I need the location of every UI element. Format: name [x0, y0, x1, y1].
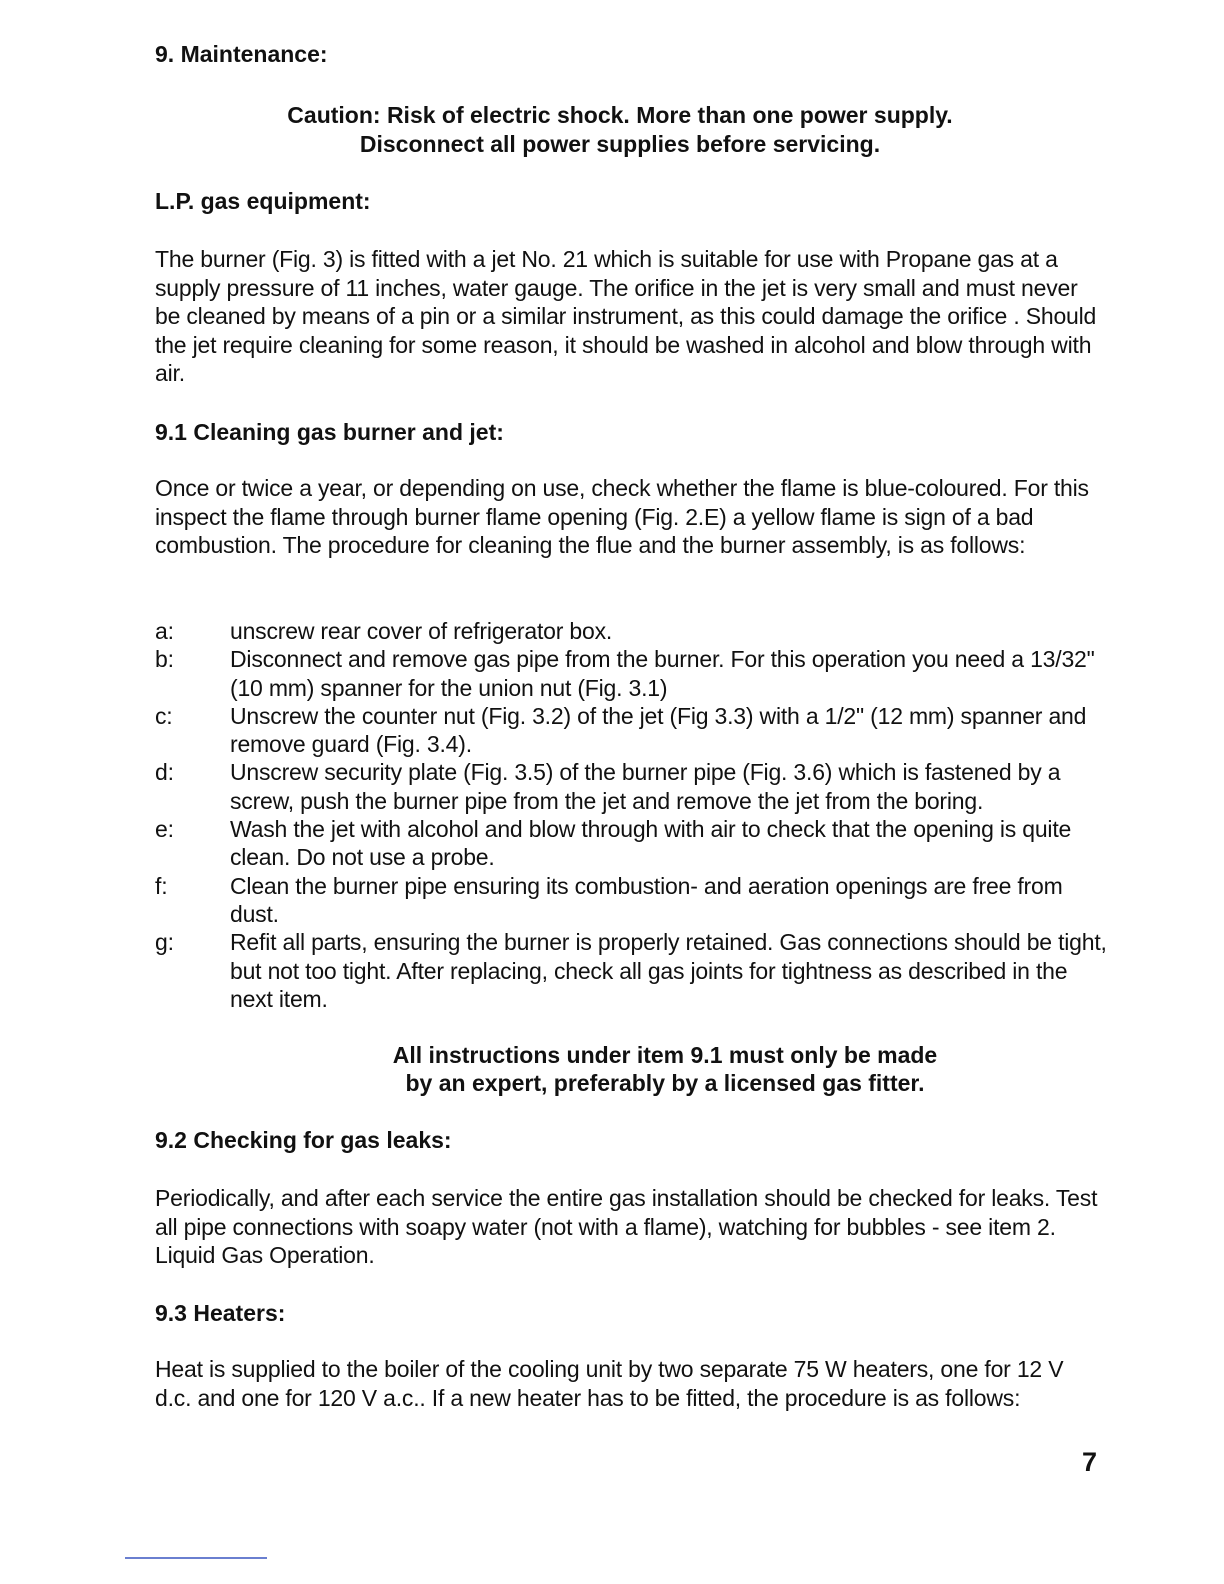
- list-item: [155, 928, 1115, 1013]
- step-label: c:: [155, 702, 173, 729]
- caution-warning: [140, 101, 1100, 159]
- step-label: b:: [155, 646, 174, 673]
- step-text: Clean the burner pipe ensuring its combustion- and aeration openings are free from dust.: [230, 872, 1063, 927]
- list-item: [155, 758, 1115, 815]
- section-9-3-heading: 9.3 Heaters:: [155, 1300, 286, 1326]
- section-9-2-paragraph: Periodically, and after each service the entire gas installation should be checked for leaks. Test all pipe connections with soapy water (not with a flame), watching for bubbles - see item 2. Liquid Gas Operation.: [155, 1185, 1098, 1269]
- step-label: a:: [155, 618, 174, 644]
- expert-note: [285, 1041, 1045, 1097]
- step-label: g:: [155, 929, 174, 956]
- section-title: 9. Maintenance:: [155, 41, 328, 67]
- lp-gas-paragraph: The burner (Fig. 3) is fitted with a jet No. 21 which is suitable for use with Propane gas at a supply pressure of 11 inches, water gauge. The orifice in the jet is very small and must never be cleaned by means of a pin or a similar instrument, as this could damage the orifice . Should the jet require cleaning for some reason, it should be washed in alcohol and blow through with air.: [155, 246, 1097, 387]
- section-9-1-heading: 9.1 Cleaning gas burner and jet:: [155, 419, 504, 445]
- page-number: 7: [1082, 1447, 1098, 1477]
- section-9-2-heading: 9.2 Checking for gas leaks:: [155, 1127, 452, 1153]
- step-label: d:: [155, 759, 174, 786]
- section-9-3-paragraph: Heat is supplied to the boiler of the cooling unit by two separate 75 W heaters, one for 12 V d.c. and one for 120 V a.c.. If a new heater has to be fitted, the procedure is as follows:: [155, 1356, 1064, 1411]
- list-item: [155, 815, 1115, 872]
- caution-line-2: Disconnect all power supplies before servicing.: [359, 131, 881, 157]
- caution-line-1: Caution: Risk of electric shock. More than one power supply.: [287, 102, 953, 128]
- list-item: [155, 645, 1115, 702]
- step-text: unscrew rear cover of refrigerator box.: [230, 618, 613, 644]
- expert-note-line-1: All instructions under item 9.1 must only be made: [392, 1042, 938, 1068]
- step-text: Unscrew the counter nut (Fig. 3.2) of the jet (Fig 3.3) with a 1/2" (12 mm) spanner and remove guard (Fig. 3.4).: [230, 702, 1087, 758]
- bottom-divider: [125, 1557, 267, 1559]
- cleaning-steps-list: [155, 617, 1115, 1013]
- section-9-1-intro: Once or twice a year, or depending on use, check whether the flame is blue-coloured. For this inspect the flame through burner flame opening (Fig. 2.E) a yellow flame is sign of a bad combustion. The procedure for cleaning the flue and the burner assembly, is as follows:: [155, 475, 1089, 559]
- step-text: Disconnect and remove gas pipe from the burner. For this operation you need a 13/32" (10 mm) spanner for the union nut (Fig. 3.1): [230, 646, 1095, 701]
- list-item: [155, 872, 1115, 929]
- step-text: Unscrew security plate (Fig. 3.5) of the burner pipe (Fig. 3.6) which is fastened by a screw, push the burner pipe from the jet and remove the jet from the boring.: [230, 759, 1061, 814]
- step-text: Wash the jet with alcohol and blow through with air to check that the opening is quite clean. Do not use a probe.: [230, 816, 1072, 871]
- lp-gas-heading: L.P. gas equipment:: [155, 188, 371, 214]
- list-item: [155, 702, 1115, 759]
- expert-note-line-2: by an expert, preferably by a licensed gas fitter.: [405, 1070, 925, 1096]
- step-label: e:: [155, 816, 174, 843]
- step-text: Refit all parts, ensuring the burner is properly retained. Gas connections should be tight, but not too tight. After replacing, check all gas joints for tightness as described in the next item.: [230, 929, 1107, 1012]
- list-item: [155, 617, 1115, 645]
- step-label: f:: [155, 872, 168, 899]
